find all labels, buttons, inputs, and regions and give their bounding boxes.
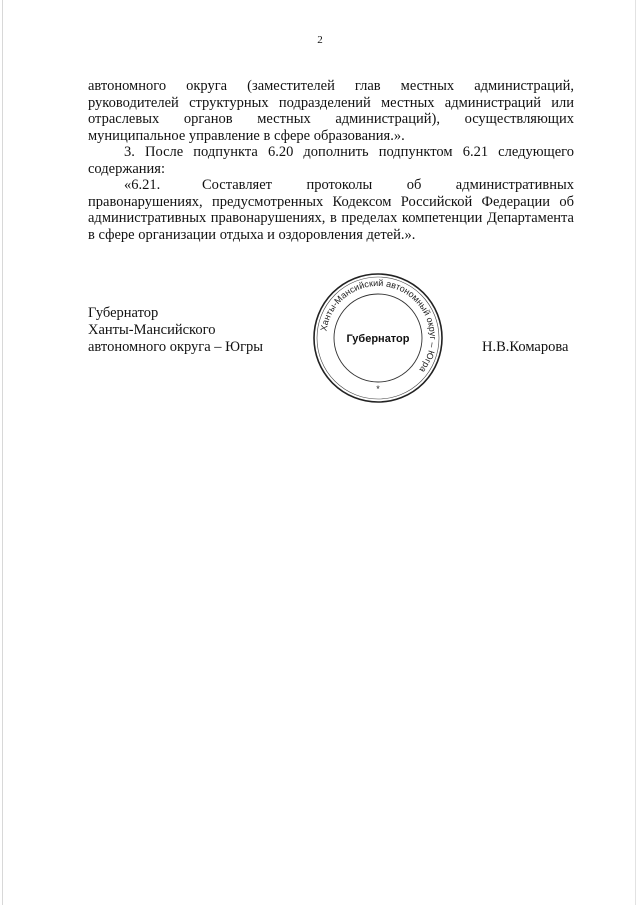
- paragraph-subitem-6-21: [88, 177, 574, 243]
- paragraph-continuation: автономного округа (заместителей глав местных администраций, руководителей структурных подразделений местных администраций или отраслевых органов местных администраций), осуществляющих муниципальное управление в сфере образования.».: [88, 78, 574, 144]
- subitem-number: «6.21.: [124, 177, 161, 193]
- page-number: 2: [317, 34, 323, 46]
- scan-edge-right: [635, 0, 636, 905]
- subitem-text: Составляет протоколы об административных правонарушениях, предусмотренных Кодексом Российской Федерации об административных правонарушениях, в пределах компетенции Департамента в сфере организации отдыха и оздоровления детей.».: [88, 177, 574, 243]
- seal-graphic: [310, 270, 446, 406]
- official-seal: [310, 270, 446, 406]
- scan-edge-left: [2, 0, 3, 905]
- signatory-title-line-1: Губернатор: [88, 305, 159, 321]
- signatory-title-line-3: автономного округа – Югры: [88, 339, 264, 355]
- seal-center-text: Губернатор: [346, 333, 410, 345]
- signature-block: [88, 305, 263, 356]
- document-body: [88, 78, 574, 243]
- paragraph-item-3: 3. После подпункта 6.20 дополнить подпунктом 6.21 следующего содержания:: [88, 144, 574, 177]
- signatory-name: Н.В.Комарова: [482, 339, 569, 355]
- signatory-title-line-2: Ханты-Мансийского: [88, 322, 216, 338]
- seal-ring-text: Ханты-Мансийский автономный округ – Югра: [318, 277, 439, 375]
- seal-star: *: [376, 384, 380, 394]
